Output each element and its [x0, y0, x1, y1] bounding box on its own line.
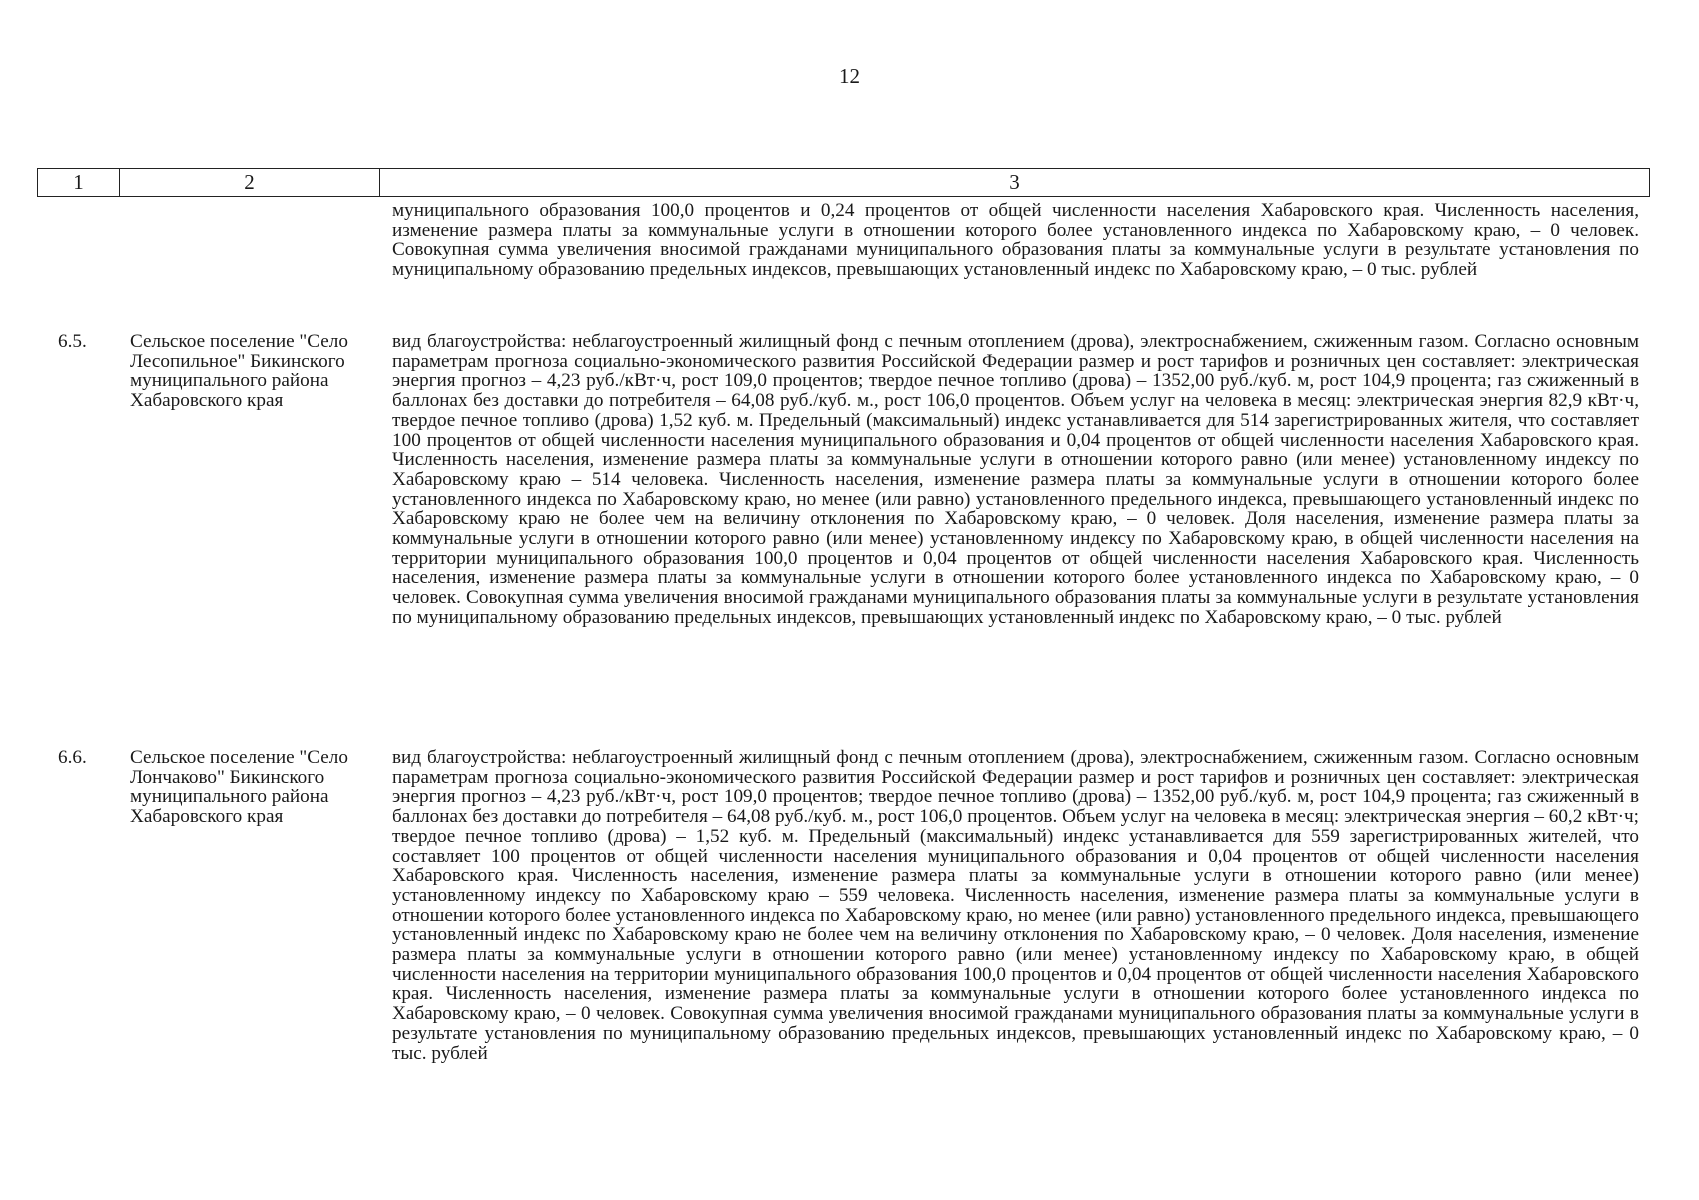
row-municipality-name: Сельское поселение "Село Лесопильное" Бикинского муниципального района Хабаровского края	[130, 331, 348, 412]
row-description: вид благоустройства: неблагоустроенный жилищный фонд с печным отоплением (дрова), электроснабжением, сжиженным газом. Согласно основным параметрам прогноза социально-экономического развития Российской Федерации размер и рост тарифов и розничных цен составляет: электрическая энергия прогноз – 4,23 руб./кВт·ч, рост 109,0 процентов; твердое печное топливо (дрова) – 1352,00 руб./куб. м, рост 104,9 процента; газ сжиженный в баллонах без доставки до потребителя – 64,08 руб./куб. м., рост 106,0 процентов. Объем услуг на человека в месяц: электрическая энергия 82,9 кВт·ч, твердое печное топливо (дрова) 1,52 куб. м. Предельный (максимальный) индекс устанавливается для 514 зарегистрированных жителя, что составляет 100 процентов от общей численности населения муниципального образования и 0,04 процентов от общей численности населения Хабаровского края. Численность населения, изменение размера платы за коммунальные услуги в отношении которого равно (или менее) установленному индексу по Хабаровскому краю – 514 человека. Численность населения, изменение размера платы за коммунальные услуги в отношении которого более установленного индекса по Хабаровскому краю, но менее (или равно) установленного предельного индекса, превышающего установленный индекс по Хабаровскому краю не более чем на величину отклонения по Хабаровскому краю, – 0 человек. Доля населения, изменение размера платы за коммунальные услуги в отношении которого равно (или менее) установленному индексу по Хабаровскому краю, в общей численности населения на территории муниципального образования 100,0 процентов и 0,04 процентов от общей численности населения Хабаровского края. Численность населения, изменение размера платы за коммунальные услуги в отношении которого более установленного индекса по Хабаровскому краю, – 0 человек. Совокупная сумма увеличения вносимой гражданами муниципального образования платы за коммунальные услуги в результате установления по муниципальному образованию предельных индексов, превышающих установленный индекс по Хабаровскому краю, – 0 тыс. рублей	[392, 331, 1639, 628]
table-header-row	[37, 168, 1650, 197]
table-header-col1: 1	[38, 169, 120, 196]
row-description: вид благоустройства: неблагоустроенный жилищный фонд с печным отоплением (дрова), электроснабжением, сжиженным газом. Согласно основным параметрам прогноза социально-экономического развития Российской Федерации размер и рост тарифов и розничных цен составляет: электрическая энергия прогноз – 4,23 руб./кВт·ч, рост 109,0 процентов; твердое печное топливо (дрова) – 1352,00 руб./куб. м, рост 104,9 процента; газ сжиженный в баллонах без доставки до потребителя – 64,08 руб./куб. м., рост 106,0 процентов. Объем услуг на человека в месяц: электрическая энергия – 60,2 кВт·ч; твердое печное топливо (дрова) – 1,52 куб. м. Предельный (максимальный) индекс устанавливается для 559 зарегистрированных жителей, что составляет 100 процентов от общей численности населения муниципального образования и 0,04 процентов от общей численности населения Хабаровского края. Численность населения, изменение размера платы за коммунальные услуги в отношении которого равно (или менее) установленному индексу по Хабаровскому краю – 559 человека. Численность населения, изменение размера платы за коммунальные услуги в отношении которого более установленного индекса по Хабаровскому краю, но менее (или равно) установленного предельного индекса, превышающего установленный индекс по Хабаровскому краю не более чем на величину отклонения по Хабаровскому краю, – 0 человек. Доля населения, изменение размера платы за коммунальные услуги в отношении которого равно (или менее) установленному индексу по Хабаровскому краю, в общей численности населения на территории муниципального образования 100,0 процентов и 0,04 процентов от общей численности населения Хабаровского края. Численность населения, изменение размера платы за коммунальные услуги в отношении которого более установленного индекса по Хабаровскому краю, – 0 человек. Совокупная сумма увеличения вносимой гражданами муниципального образования платы за коммунальные услуги в результате установления по муниципальному образованию предельных индексов, превышающих установленный индекс по Хабаровскому краю, – 0 тыс. рублей	[392, 747, 1639, 1064]
table-header-col3: 3	[1009, 170, 1020, 194]
row-number: 6.5.	[58, 331, 87, 352]
row-municipality-name: Сельское поселение "Село Лончаково" Бикинского муниципального района Хабаровского края	[130, 747, 348, 828]
page-number: 12	[839, 64, 860, 88]
continuation-text: муниципального образования 100,0 процентов и 0,24 процентов от общей численности населения Хабаровского края. Численность населения, изменение размера платы за коммунальные услуги в отношении которого более установленного индекса по Хабаровскому краю, – 0 человек. Совокупная сумма увеличения вносимой гражданами муниципального образования платы за коммунальные услуги в результате установления по муниципальному образованию предельных индексов, превышающих установленный индекс по Хабаровскому краю, – 0 тыс. рублей	[392, 200, 1639, 281]
row-number: 6.6.	[58, 747, 87, 768]
table-header-col2: 2	[120, 169, 380, 196]
